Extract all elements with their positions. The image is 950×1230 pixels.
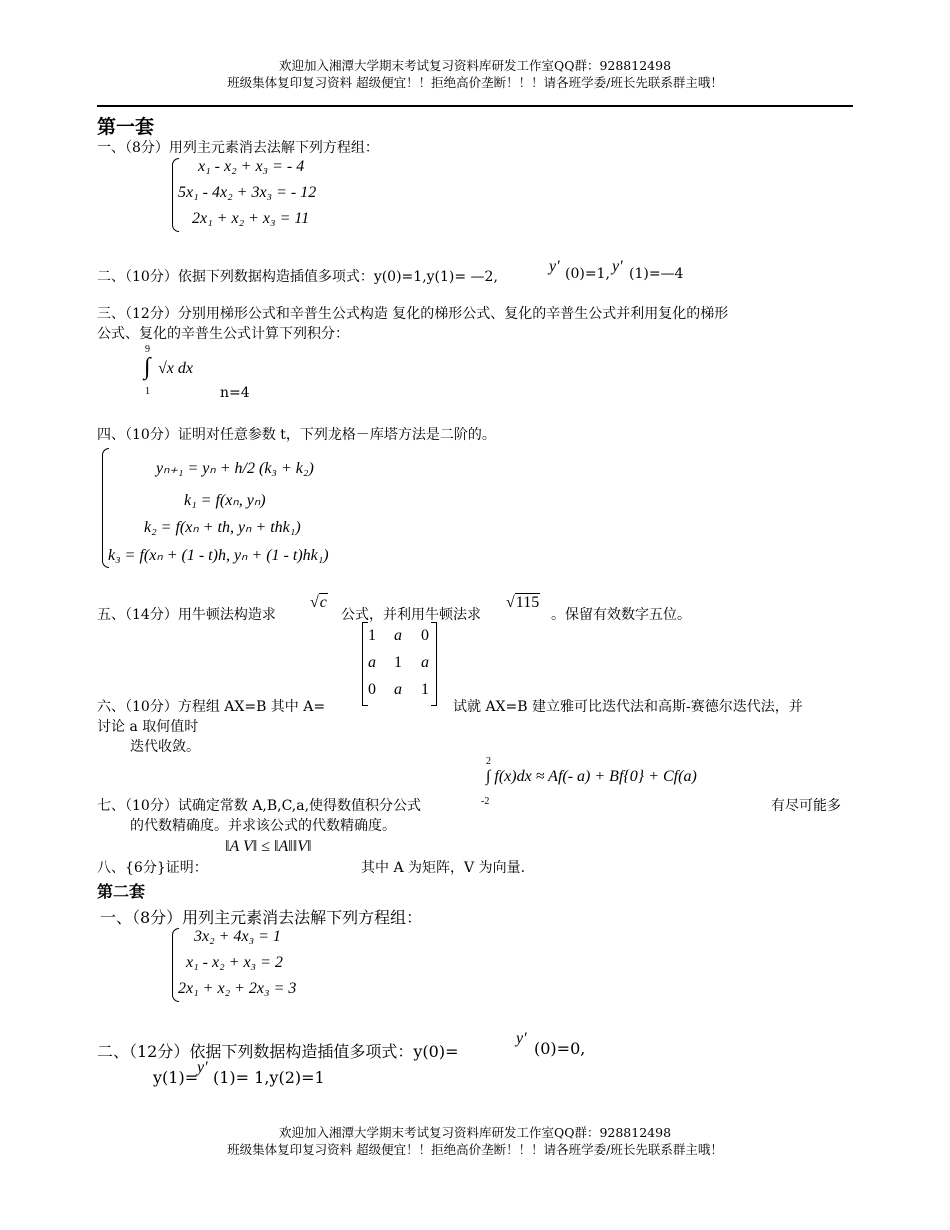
matrix-cell: a	[368, 654, 376, 671]
matrix-cell: 1	[421, 681, 429, 698]
set1-q7-line2: 的代数精确度。并求该公式的代数精确度。	[130, 818, 396, 834]
set1-q3-line1: 三、（12分）分别用梯形公式和辛普生公式构造 复化的梯形公式、复化的辛普生公式并利用复化的梯形	[97, 306, 729, 322]
set1-q7-pre: 七、（10分）试确定常数 A,B,C,a,使得数值积分公式	[97, 798, 422, 814]
set1-q3-line2: 公式、复化的辛普生公式计算下列积分：	[97, 326, 349, 342]
set1-q8-formula: ‖A V‖ ≤ ‖A‖‖V‖	[225, 838, 312, 855]
set1-q3-upper: 9	[145, 344, 150, 355]
set1-q3-n: n=4	[220, 385, 250, 401]
set1-q4-eq3: k₂ = f(xₙ + th, yₙ + thk₁)	[144, 519, 301, 536]
header-line-1: 欢迎加入湘潭大学期末考试复习资料库研发工作室QQ群：928812498	[278, 58, 672, 73]
set1-q6-line2: 讨论 a 取何值时	[97, 719, 199, 735]
matrix-cell: 0	[368, 681, 376, 698]
sqrt-symbol: √115	[506, 594, 540, 611]
matrix-cell: a	[421, 654, 429, 671]
set2-q1-eq1: 3x₂ + 4x₃ = 1	[194, 928, 281, 945]
set1-q2-yprime-2: y′	[612, 258, 623, 275]
footer-line-2: 班级集体复印复习资料 超级便宜！！拒绝高价垄断！！！请各班学委/班长先联系群主哦！	[227, 1142, 723, 1157]
set2-q1: 一、（8分）用列主元素消去法解下列方程组：	[100, 908, 423, 927]
set1-q4: 四、（10分）证明对任意参数 t，下列龙格－库塔方法是二阶的。	[97, 427, 496, 443]
set1-q2-mid: (0)=1,	[565, 266, 610, 282]
set1-q5-c: c	[319, 594, 327, 611]
set1-q1-eq2: 5x₁ - 4x₂ + 3x₃ = - 12	[178, 184, 317, 201]
matrix-cell: a	[394, 681, 402, 698]
set2-q2-yprime-1: y′	[516, 1030, 527, 1047]
set1-q8-pre: 八、{6分}证明：	[97, 860, 208, 876]
set2-q2-line2-end: (1)= 1,y(2)=1	[213, 1068, 325, 1087]
set1-q6-post: 试就 AX=B 建立雅可比迭代法和高斯-赛德尔迭代法，并	[453, 699, 803, 715]
set1-q2-yprime-1: y′	[549, 258, 560, 275]
header-line-2: 班级集体复印复习资料 超级便宜！！拒绝高价垄断！！！请各班学委/班长先联系群主哦！	[227, 75, 723, 90]
matrix-cell: 1	[394, 654, 402, 671]
set1-q3-integrand: √x dx	[158, 360, 193, 377]
set1-q1-eq3: 2x₁ + x₂ + x₃ = 11	[192, 210, 310, 227]
set1-q7-lower: -2	[481, 796, 490, 807]
set1-q1: 一、（8分）用列主元素消去法解下列方程组：	[97, 140, 379, 156]
set1-q7-upper: 2	[486, 756, 491, 767]
set1-q4-eq4: k₃ = f(xₙ + (1 - t)h, yₙ + (1 - t)hk₁)	[108, 547, 329, 564]
header-rule	[97, 105, 853, 107]
set2-title: 第二套	[97, 882, 146, 901]
set2-q2-yprime-2: y′	[197, 1059, 208, 1076]
set1-q4-eq1: yₙ₊₁ = yₙ + h/2 (k₃ + k₂)	[156, 460, 314, 477]
set2-q2-pre: 二、（12分）依据下列数据构造插值多项式：y(0)=	[97, 1042, 459, 1061]
set1-q7-post: 有尽可能多	[771, 798, 841, 814]
matrix-cell: a	[394, 627, 402, 644]
set1-q6-pre: 六、（10分）方程组 AX=B 其中 A=	[97, 699, 326, 715]
set1-q2-end: (1)=—4	[629, 266, 684, 282]
sqrt-symbol: √c	[310, 594, 327, 611]
footer-line-1: 欢迎加入湘潭大学期末考试复习资料库研发工作室QQ群：928812498	[278, 1125, 672, 1140]
set1-q5-end: 。保留有效数字五位。	[551, 607, 691, 623]
set1-q3-lower: 1	[145, 386, 150, 397]
matrix-cell: 1	[368, 627, 376, 644]
set1-q8-post: 其中 A 为矩阵，V 为向量.	[361, 860, 526, 876]
set2-q1-eq2: x₁ - x₂ + x₃ = 2	[186, 954, 283, 971]
set1-q5-num: 115	[515, 594, 540, 611]
set1-title: 第一套	[97, 116, 155, 138]
integral-sign: ∫	[144, 354, 151, 380]
set1-q7-formula: ∫ f(x)dx ≈ Af(- a) + Bf{0} + Cf(a)	[486, 768, 697, 785]
matrix-cell: 0	[421, 627, 429, 644]
set1-q4-eq2: k₁ = f(xₙ, yₙ)	[184, 492, 266, 509]
set1-q2-text: 二、（10分）依据下列数据构造插值多项式：y(0)=1,y(1)= —2,	[97, 269, 498, 285]
set1-q6-line3: 迭代收敛。	[130, 739, 200, 755]
set2-q2-line2-pre: y(1)=	[153, 1068, 199, 1087]
set1-q5-pre: 五、（14分）用牛顿法构造求	[97, 607, 276, 623]
set2-q2-mid: (0)=0,	[534, 1039, 586, 1058]
set1-q5-mid: 公式，并利用牛顿法求	[341, 607, 481, 623]
set1-q1-eq1: x₁ - x₂ + x₃ = - 4	[198, 158, 305, 175]
set2-q1-eq3: 2x₁ + x₂ + 2x₃ = 3	[178, 980, 297, 997]
